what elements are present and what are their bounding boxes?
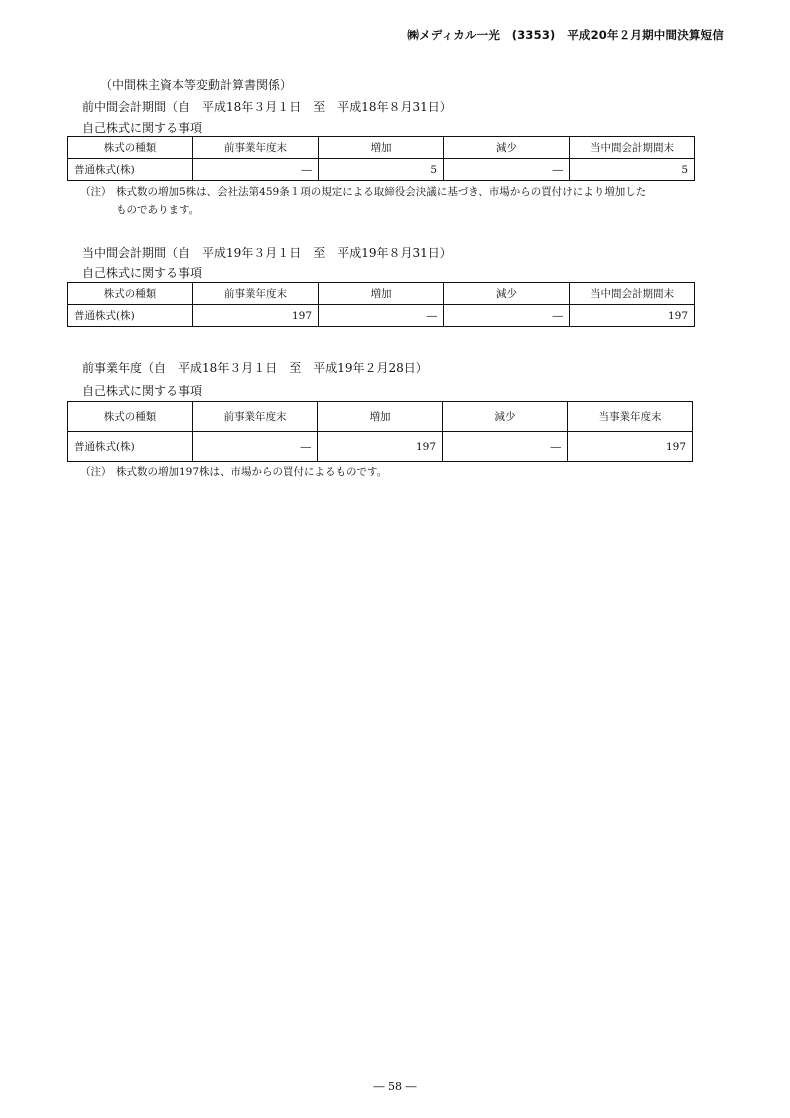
- col-header-period-end: 当中間会計期間末: [570, 283, 695, 305]
- col-header-period-end: 当中間会計期間末: [570, 137, 695, 159]
- treasury-stock-table-1: [67, 136, 695, 181]
- table-header-row: [68, 283, 695, 305]
- treasury-stock-table-3: [67, 401, 693, 462]
- cell-period-end: 5: [570, 159, 695, 181]
- cell-stock-type: 普通株式(株): [68, 432, 193, 462]
- col-header-prior-year-end: 前事業年度末: [193, 283, 319, 305]
- table-header-row: [68, 137, 695, 159]
- table-row: [68, 305, 695, 327]
- col-header-prior-year-end: 前事業年度末: [193, 402, 318, 432]
- cell-decrease: ―: [444, 305, 570, 327]
- section-title: （中間株主資本等変動計算書関係）: [100, 78, 293, 92]
- cell-prior-year-end: ―: [193, 432, 318, 462]
- treasury-stock-table-2: [67, 282, 695, 327]
- cell-increase: ―: [319, 305, 444, 327]
- period-heading-2: 当中間会計期間（自 平成19年３月１日 至 平成19年８月31日）: [82, 246, 452, 260]
- table-row: [68, 432, 693, 462]
- note-line-1a: 株式数の増加5株は、会社法第459条１項の規定による取締役会決議に基づき、市場からの買付けにより増加した: [116, 186, 647, 198]
- col-header-decrease: 減少: [444, 137, 570, 159]
- document-header: ㈱メディカル一光 (3353) 平成20年２月期中間決算短信: [407, 28, 724, 42]
- cell-year-end: 197: [568, 432, 693, 462]
- cell-prior-year-end: 197: [193, 305, 319, 327]
- col-header-prior-year-end: 前事業年度末: [193, 137, 319, 159]
- cell-increase: 5: [319, 159, 444, 181]
- note-line-1b: ものであります。: [116, 204, 200, 216]
- col-header-year-end: 当事業年度末: [568, 402, 693, 432]
- subtitle-3: 自己株式に関する事項: [82, 384, 203, 398]
- table-header-row: [68, 402, 693, 432]
- col-header-decrease: 減少: [444, 283, 570, 305]
- subtitle-1: 自己株式に関する事項: [82, 121, 203, 135]
- cell-stock-type: 普通株式(株): [68, 159, 193, 181]
- cell-prior-year-end: ―: [193, 159, 319, 181]
- cell-decrease: ―: [443, 432, 568, 462]
- note-marker-3: （注）: [80, 466, 112, 478]
- col-header-stock-type: 株式の種類: [68, 402, 193, 432]
- col-header-increase: 増加: [319, 283, 444, 305]
- cell-increase: 197: [318, 432, 443, 462]
- period-heading-3: 前事業年度（自 平成18年３月１日 至 平成19年２月28日）: [82, 361, 428, 375]
- cell-decrease: ―: [444, 159, 570, 181]
- col-header-stock-type: 株式の種類: [68, 283, 193, 305]
- note-line-3a: 株式数の増加197株は、市場からの買付によるものです。: [116, 466, 388, 478]
- col-header-decrease: 減少: [443, 402, 568, 432]
- cell-stock-type: 普通株式(株): [68, 305, 193, 327]
- subtitle-2: 自己株式に関する事項: [82, 266, 203, 280]
- col-header-increase: 増加: [318, 402, 443, 432]
- col-header-increase: 増加: [319, 137, 444, 159]
- col-header-stock-type: 株式の種類: [68, 137, 193, 159]
- note-marker-1: （注）: [80, 186, 112, 198]
- table-row: [68, 159, 695, 181]
- cell-period-end: 197: [570, 305, 695, 327]
- page-number: ― 58 ―: [373, 1080, 417, 1093]
- period-heading-1: 前中間会計期間（自 平成18年３月１日 至 平成18年８月31日）: [82, 100, 452, 114]
